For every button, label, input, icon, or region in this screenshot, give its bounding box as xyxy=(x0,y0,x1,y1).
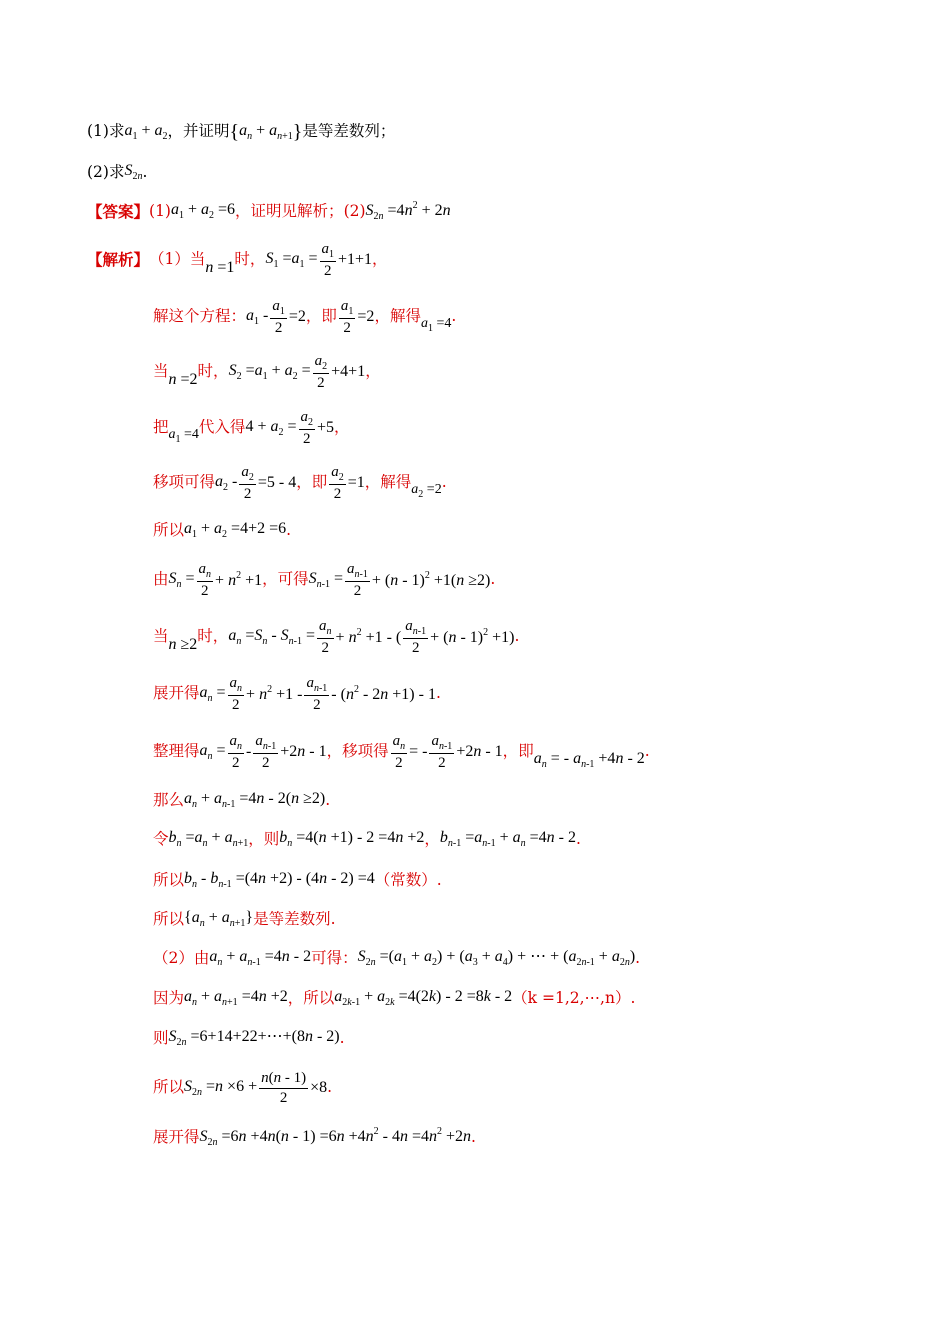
solution-part2-step-3: 则 $S_{2n}$ =6+14+22+⋯+(8n - 2) . xyxy=(153,1028,345,1048)
solution-part2-step-4: 所以 $S_{2n} =n \times 6$ + $\frac{n(n - 1)}{2}$ ×8 . xyxy=(153,1070,333,1106)
problem-part1: (1)求 $a_1 + a_2$ ，并证明 { $a_n + a_{n+1}$ } 是等差数列； xyxy=(87,121,396,143)
solution-step-5: 移项可得 $a_2$ - $\frac{a_2}{2}$ =5 - 4 ， 即 $\frac{a_2}{2}$ =1 ， 解得 $a_2 =2$ . xyxy=(153,463,447,502)
solution-step-1: 【解析】 （1）当 n =1 时， $S_1 =a_1$ = $\frac{a_1}{2}$ +1+1 ， xyxy=(87,240,388,279)
solution-part2-step-1: （2）由 $a_n + a_{n-1} =4n - 2$ 可得： $S_{2n} =(a_1 + a_2) + (a_3 + a_4)$ + ⋯ + $(a_{2n-1} + a_{2n})$ . xyxy=(153,948,641,968)
problem-part2: (2)求 $S_{2n}$ . xyxy=(87,162,148,182)
solution-step-9: 展开得 $a_n$ = $\frac{a_n}{2}$ + $n^2 +1$ - $\frac{a_{n-1}}{2}$ - $(n^2 - 2n +1) - 1$ . xyxy=(153,674,441,713)
solution-step-4: 把 $a_1 =4$ 代入得 $4 + a_2$ = $\frac{a_2}{2}$ +5 ， xyxy=(153,408,350,447)
solution-step-13: 所以 $b_n - b_{n-1} =(4n +2) - (4n - 2) =4$ （常数） . xyxy=(153,870,442,890)
solution-step-14: 所以 $\{a_n + a_{n+1}\}$ 是等差数列 . xyxy=(153,909,336,929)
solution-step-12: 令 $b_n =a_n + a_{n+1}$ ， 则 $b_n =4(n +1) - 2 =4n +2$ ， $b_{n-1} =a_{n-1} + a_n =4n - 2$ . xyxy=(153,829,581,849)
solution-step-3: 当 n =2 时， $S_2 =a_1 + a_2$ = $\frac{a_2}{2}$ +4+1 ， xyxy=(153,352,381,391)
answer-line: 【答案】 (1) $a_1 + a_2 =6$ ，证明见解析； (2) $S_{2n} =4n^2 + 2n$ xyxy=(87,200,451,222)
solution-step-2: 解这个方程： $a_1$ - $\frac{a_1}{2}$ =2 ， 即 $\frac{a_1}{2}$ =2 ， 解得 $a_1 =4$ . xyxy=(153,297,457,336)
solution-step-11: 那么 $a_n + a_{n-1} =4n - 2(n \ge 2)$ . xyxy=(153,790,331,810)
solution-part2-step-2: 因为 $a_n + a_{n+1} =4n +2$ ， 所以 $a_{2k-1} + a_{2k} =4(2k) - 2 =8k - 2$ （k =1,2,⋯,n） . xyxy=(153,988,636,1008)
solution-part2-step-5: 展开得 $S_{2n} =6n +4n(n - 1) =6n +4n^2 - 4n =4n^2 +2n$ . xyxy=(153,1126,476,1148)
solution-step-6: 所以 $a_1 + a_2 =4+2 =6$ . xyxy=(153,520,292,540)
solution-step-10: 整理得 $a_n$ = $\frac{a_n}{2}$ - $\frac{a_{n-1}}{2}$ +2n - 1 ， 移项得 $\frac{a_n}{2}$ = - $\frac{a_{n-1}}{2}$ +2n - 1 ， 即 $a_n$ = - $a_{n-1} +4n - 2$ . xyxy=(153,732,650,771)
solution-step-7: 由 $S_n$ = $\frac{a_n}{2}$ + $n^2 +1$ ， 可得 $S_{n-1}$ = $\frac{a_{n-1}}{2}$ + (n - 1)$^2$ +1(n ≥2) . xyxy=(153,560,496,599)
solution-step-8: 当 n ≥2 时， $a_n =S_n - S_{n-1}$ = $\frac{a_n}{2}$ + $n^2 +1$ - ( $\frac{a_{n-1}}{2}$ + (n - 1)$^2$ +1) . xyxy=(153,617,520,656)
